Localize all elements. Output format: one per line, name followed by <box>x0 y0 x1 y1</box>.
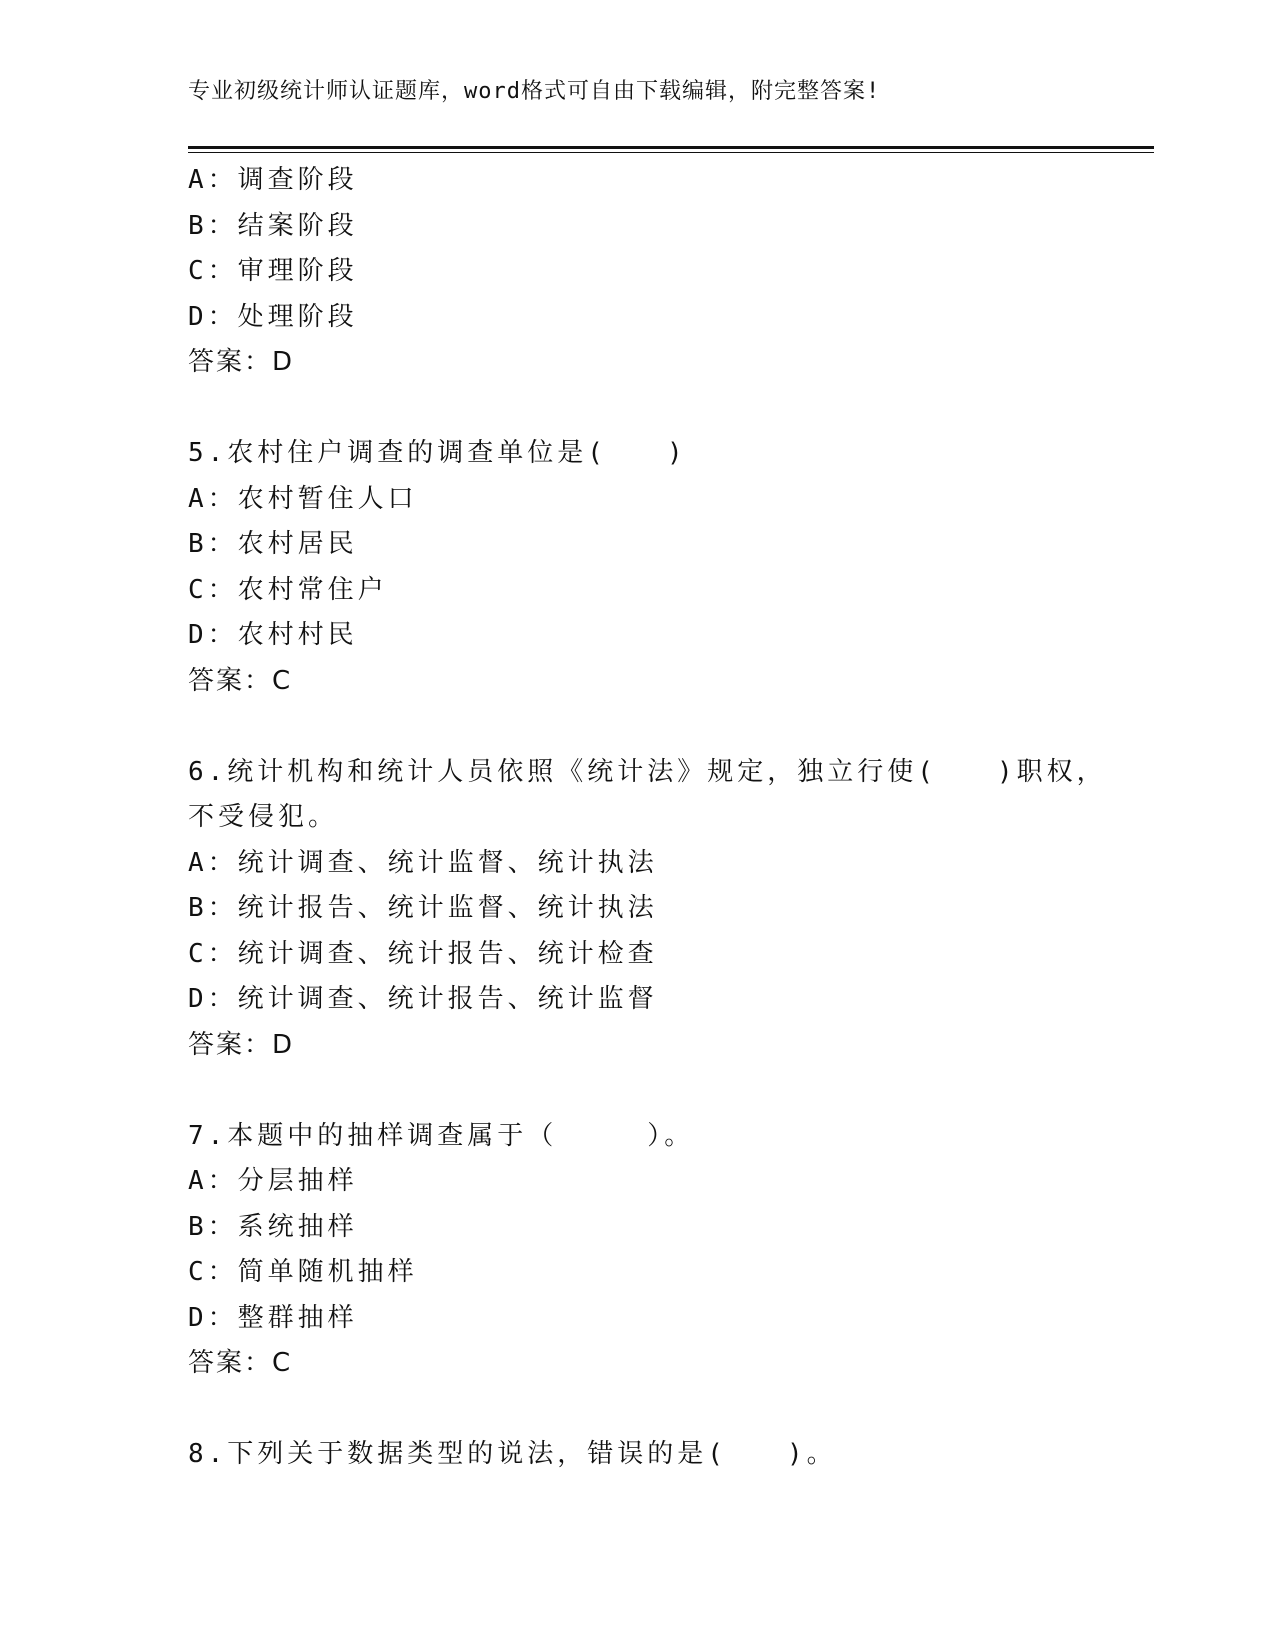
option-a: A：农村暂住人口 <box>188 483 418 514</box>
answer: 答案：C <box>188 1348 293 1378</box>
option-b: B：系统抽样 <box>188 1211 358 1242</box>
question-5 <box>188 431 1128 704</box>
answer: 答案：D <box>188 1029 295 1060</box>
option-d: D：处理阶段 <box>188 301 358 332</box>
question-6 <box>188 750 1128 1069</box>
header-divider <box>188 146 1154 153</box>
option-a: A：统计调查、统计监督、统计执法 <box>188 847 658 878</box>
question-4-tail <box>188 158 1128 386</box>
question-stem: 7.本题中的抽样调查属于（ ）。 <box>188 1120 695 1151</box>
option-d: D：农村村民 <box>188 620 358 650</box>
answer: 答案：C <box>188 665 293 696</box>
option-b: B：农村居民 <box>188 529 358 559</box>
option-c: C：农村常住户 <box>188 574 388 605</box>
question-stem: 8.下列关于数据类型的说法，错误的是( )。 <box>188 1439 837 1469</box>
question-content <box>188 158 1128 1478</box>
option-a: A：调查阶段 <box>188 165 358 195</box>
question-8 <box>188 1432 1128 1478</box>
option-d: D：整群抽样 <box>188 1302 358 1333</box>
option-d: D：统计调查、统计报告、统计监督 <box>188 984 658 1014</box>
option-a: A：分层抽样 <box>188 1166 358 1196</box>
question-stem: 5.农村住户调查的调查单位是( ) <box>188 438 687 468</box>
option-c: C：审理阶段 <box>188 256 358 286</box>
option-b: B：统计报告、统计监督、统计执法 <box>188 893 658 923</box>
question-stem: 6.统计机构和统计人员依照《统计法》规定，独立行使( )职权， <box>188 756 1107 787</box>
page-header: 专业初级统计师认证题库，word格式可自由下载编辑，附完整答案! <box>188 79 881 104</box>
question-7 <box>188 1114 1128 1387</box>
answer: 答案：D <box>188 347 295 377</box>
question-stem-continued: 不受侵犯。 <box>188 802 339 832</box>
option-c: C：简单随机抽样 <box>188 1257 418 1287</box>
option-c: C：统计调查、统计报告、统计检查 <box>188 938 658 969</box>
option-b: B：结案阶段 <box>188 210 358 241</box>
